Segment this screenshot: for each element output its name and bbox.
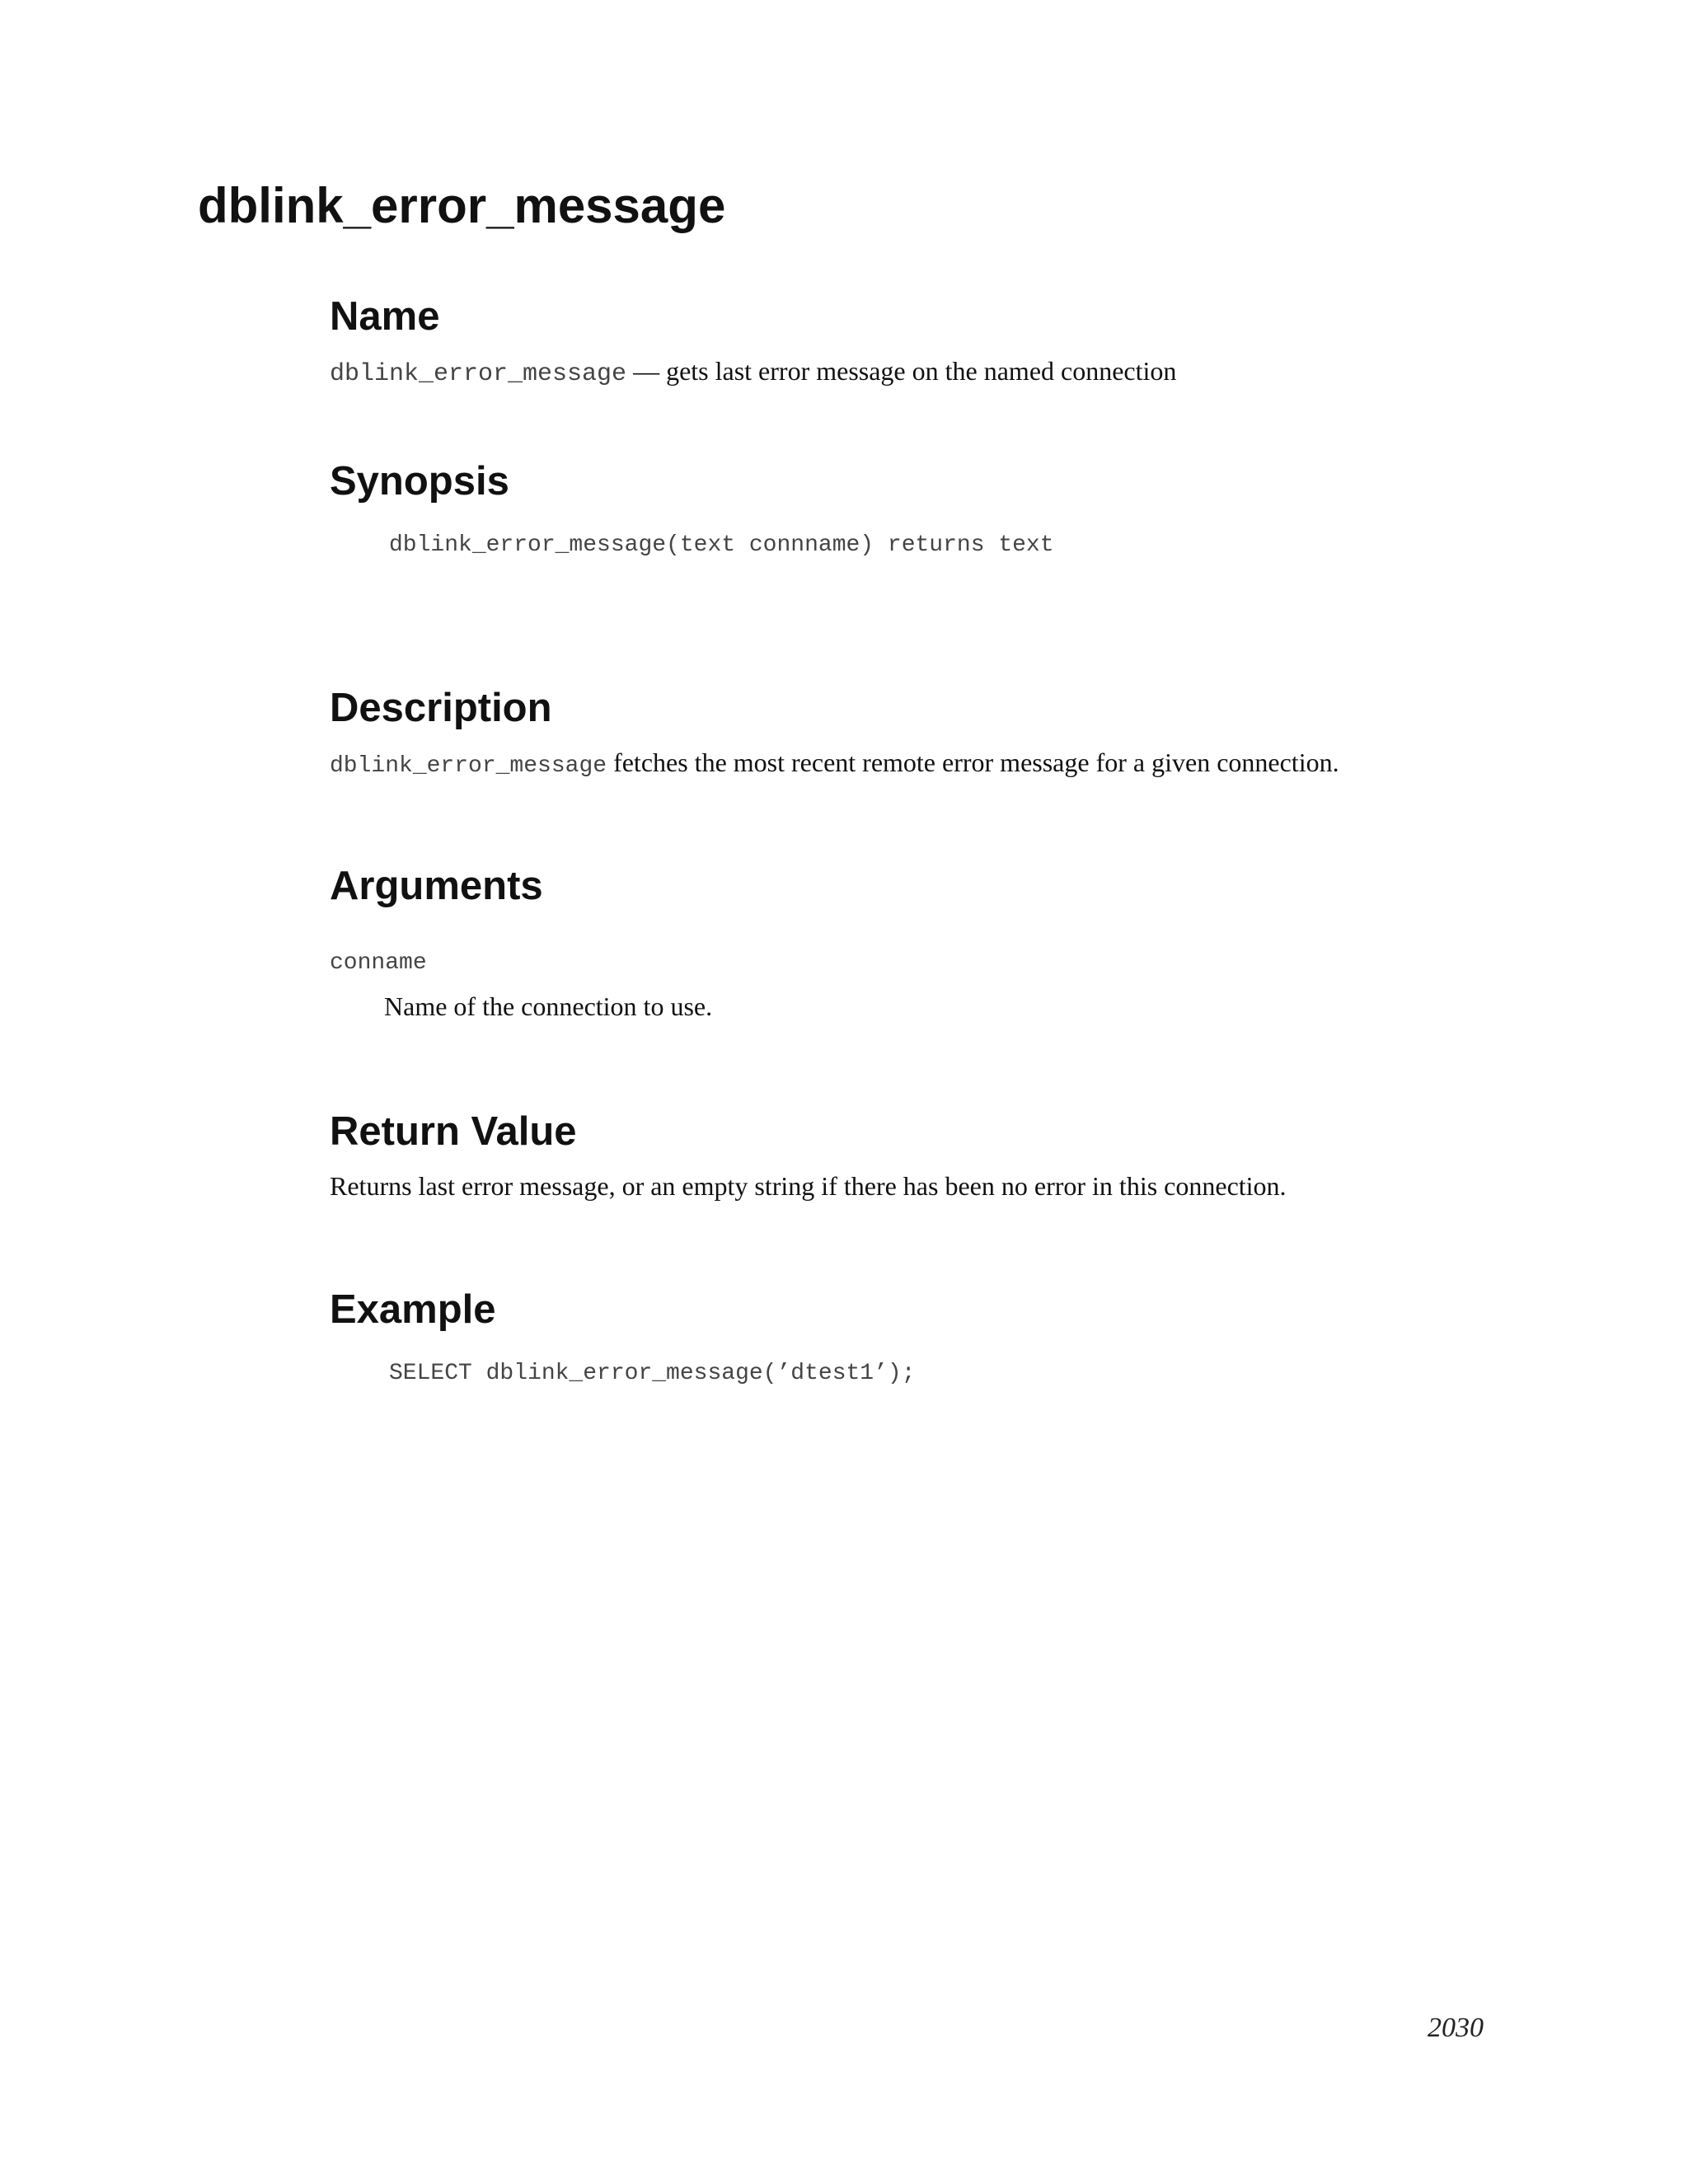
arguments-heading: Arguments xyxy=(330,864,543,908)
description-body: fetches the most recent remote error message for a given connection. xyxy=(607,747,1339,777)
return-value-section xyxy=(330,1108,1566,1203)
synopsis-code: dblink_error_message(text connname) returns text xyxy=(389,532,1054,558)
synopsis-section xyxy=(330,457,1566,560)
description-heading: Description xyxy=(330,686,552,730)
name-section xyxy=(330,293,1566,391)
page-title: dblink_error_message xyxy=(198,178,726,233)
name-description xyxy=(330,354,1566,391)
name-heading: Name xyxy=(330,294,440,339)
description-text xyxy=(330,746,1566,781)
arguments-section xyxy=(330,862,1566,1024)
description-section xyxy=(330,684,1566,781)
return-value-text: Returns last error message, or an empty string if there has been no error in this connection. xyxy=(330,1170,1287,1201)
name-summary: — gets last error message on the named connection xyxy=(626,355,1177,386)
name-function: dblink_error_message xyxy=(330,359,627,388)
synopsis-heading: Synopsis xyxy=(330,459,509,504)
page-number: 2030 xyxy=(1428,2013,1484,2043)
argument-description: Name of the connection to use. xyxy=(384,991,713,1022)
example-section xyxy=(330,1286,1566,1389)
description-function: dblink_error_message xyxy=(330,752,607,779)
return-value-heading: Return Value xyxy=(330,1109,577,1154)
argument-term: conname xyxy=(330,949,427,976)
example-code: SELECT dblink_error_message(’dtest1’); xyxy=(389,1360,916,1386)
example-heading: Example xyxy=(330,1287,496,1332)
